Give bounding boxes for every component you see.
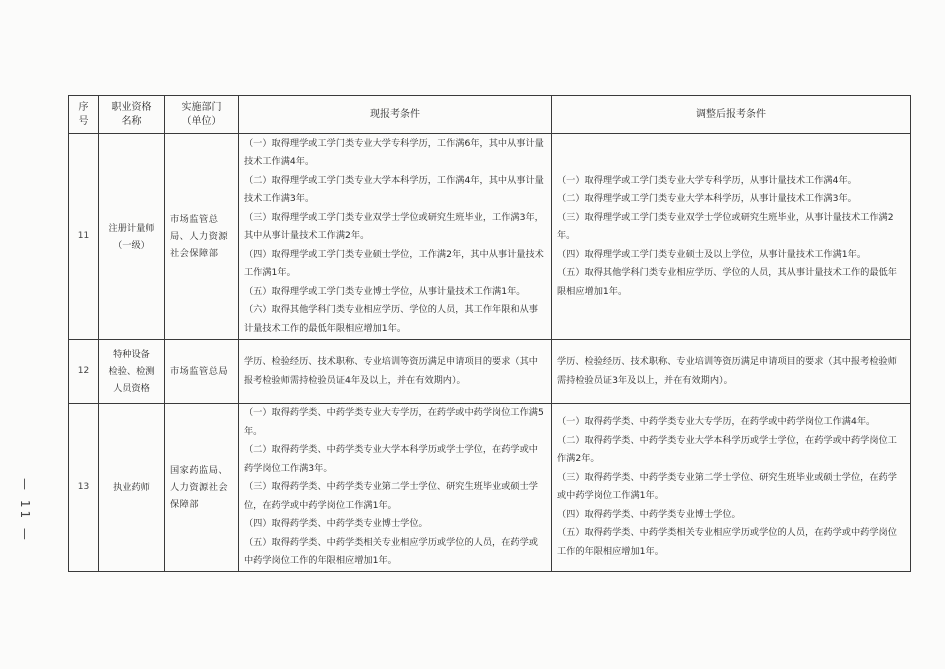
adjusted-condition-item: （五）取得其他学科门类专业相应学历、学位的人员，其从事计量技术工作的最低年限相应增加1年。 bbox=[557, 267, 897, 297]
department-name: 市场监管总局 bbox=[165, 340, 239, 404]
current-condition-item: （六）取得其他学科门类专业相应学历、学位的人员，其工作年限和从事计量技术工作的最低年限相应增加1年。 bbox=[244, 304, 538, 334]
adjusted-condition-item: （四）取得药学类、中药学类专业博士学位。 bbox=[557, 508, 741, 520]
adjusted-conditions-cell bbox=[552, 340, 911, 404]
adjusted-condition-item: （五）取得药学类、中药学类相关专业相应学历或学位的人员，在药学或中药学岗位工作的年限相应增加1年。 bbox=[557, 527, 897, 557]
current-condition-item: （二）取得理学或工学门类专业大学本科学历，工作满4年，其中从事计量技术工作满3年。 bbox=[244, 174, 544, 205]
current-condition-item: （三）取得理学或工学门类专业双学士学位或研究生班毕业，工作满3年，其中从事计量技术工作满2年。 bbox=[244, 211, 544, 242]
current-condition-item: （五）取得药学类、中药学类相关专业相应学历或学位的人员，在药学或中药学岗位工作的年限相应增加1年。 bbox=[244, 536, 538, 566]
current-condition-item: （四）取得药学类、中药学类专业博士学位。 bbox=[244, 518, 428, 529]
qualification-name: 注册计量师 （一级） bbox=[99, 134, 165, 340]
row-number: 11 bbox=[69, 134, 99, 340]
table-row bbox=[69, 134, 911, 340]
qualification-table bbox=[68, 95, 911, 572]
adjusted-condition-item: （一）取得药学类、中药学类专业大专学历，在药学或中药学岗位工作满4年。 bbox=[557, 416, 876, 428]
current-condition-item: （三）取得药学类、中药学类专业第二学士学位、研究生班毕业或硕士学位，在药学或中药学岗位工作满1年。 bbox=[244, 481, 538, 511]
header-department: 实施部门 （单位） bbox=[165, 96, 239, 134]
current-conditions-cell bbox=[239, 340, 552, 404]
current-condition-item: （二）取得药学类、中药学类专业大学本科学历或学士学位，在药学或中药学岗位工作满3年。 bbox=[244, 444, 538, 474]
adjusted-condition-item: （一）取得理学或工学门类专业大学专科学历，从事计量技术工作满4年。 bbox=[557, 174, 857, 186]
table-header-row bbox=[69, 96, 911, 134]
header-seq: 序 号 bbox=[69, 96, 99, 134]
page-number: — 11 — bbox=[18, 478, 32, 543]
department-name: 国家药监局、人力资源社会保障部 bbox=[165, 404, 239, 572]
header-qualification: 职业资格 名称 bbox=[99, 96, 165, 134]
current-condition-item: （五）取得理学或工学门类专业博士学位，从事计量技术工作满1年。 bbox=[244, 285, 526, 297]
adjusted-condition-item: （三）取得药学类、中药学类专业第二学士学位、研究生班毕业或硕士学位，在药学或中药学岗位工作满1年。 bbox=[557, 471, 897, 502]
qualification-name: 执业药师 bbox=[99, 404, 165, 572]
row-number: 13 bbox=[69, 404, 99, 572]
adjusted-condition-item: （二）取得药学类、中药学类专业大学本科学历或学士学位，在药学或中药学岗位工作满2年。 bbox=[557, 434, 897, 465]
current-conditions-cell bbox=[239, 134, 552, 340]
adjusted-condition-item: （二）取得理学或工学门类专业大学本科学历，从事计量技术工作满3年。 bbox=[557, 193, 857, 205]
table-row bbox=[69, 404, 911, 572]
qualification-name: 特种设备 检验、检测 人员资格 bbox=[99, 340, 165, 404]
current-condition-item: （四）取得理学或工学门类专业硕士学位，工作满2年，其中从事计量技术工作满1年。 bbox=[244, 248, 544, 279]
current-conditions-cell bbox=[239, 404, 552, 572]
table-row bbox=[69, 340, 911, 404]
current-condition-item: （一）取得理学或工学门类专业大学专科学历，工作满6年，其中从事计量技术工作满4年。 bbox=[244, 137, 544, 168]
current-condition-item: （一）取得药学类、中药学类专业大专学历，在药学或中药学岗位工作满5年。 bbox=[244, 407, 544, 437]
adjusted-condition-item: （三）取得理学或工学门类专业双学士学位或研究生班毕业，从事计量技术工作满2年。 bbox=[557, 211, 894, 242]
adjusted-condition-item: 学历、检验经历、技术职称、专业培训等资历满足申请项目的要求（其中报考检验师需持检验员证3年及以上，并在有效期内）。 bbox=[557, 356, 897, 386]
adjusted-conditions-cell bbox=[552, 404, 911, 572]
row-number: 12 bbox=[69, 340, 99, 404]
adjusted-conditions-cell bbox=[552, 134, 911, 340]
header-adjusted-conditions: 调整后报考条件 bbox=[552, 96, 911, 134]
header-current-conditions: 现报考条件 bbox=[239, 96, 552, 134]
adjusted-condition-item: （四）取得理学或工学门类专业硕士及以上学位，从事计量技术工作满1年。 bbox=[557, 248, 867, 260]
department-name: 市场监管总局、人力资源社会保障部 bbox=[165, 134, 239, 340]
current-condition-item: 学历、检验经历、技术职称、专业培训等资历满足申请项目的要求（其中报考检验师需持检验员证4年及以上，并在有效期内）。 bbox=[244, 356, 538, 386]
